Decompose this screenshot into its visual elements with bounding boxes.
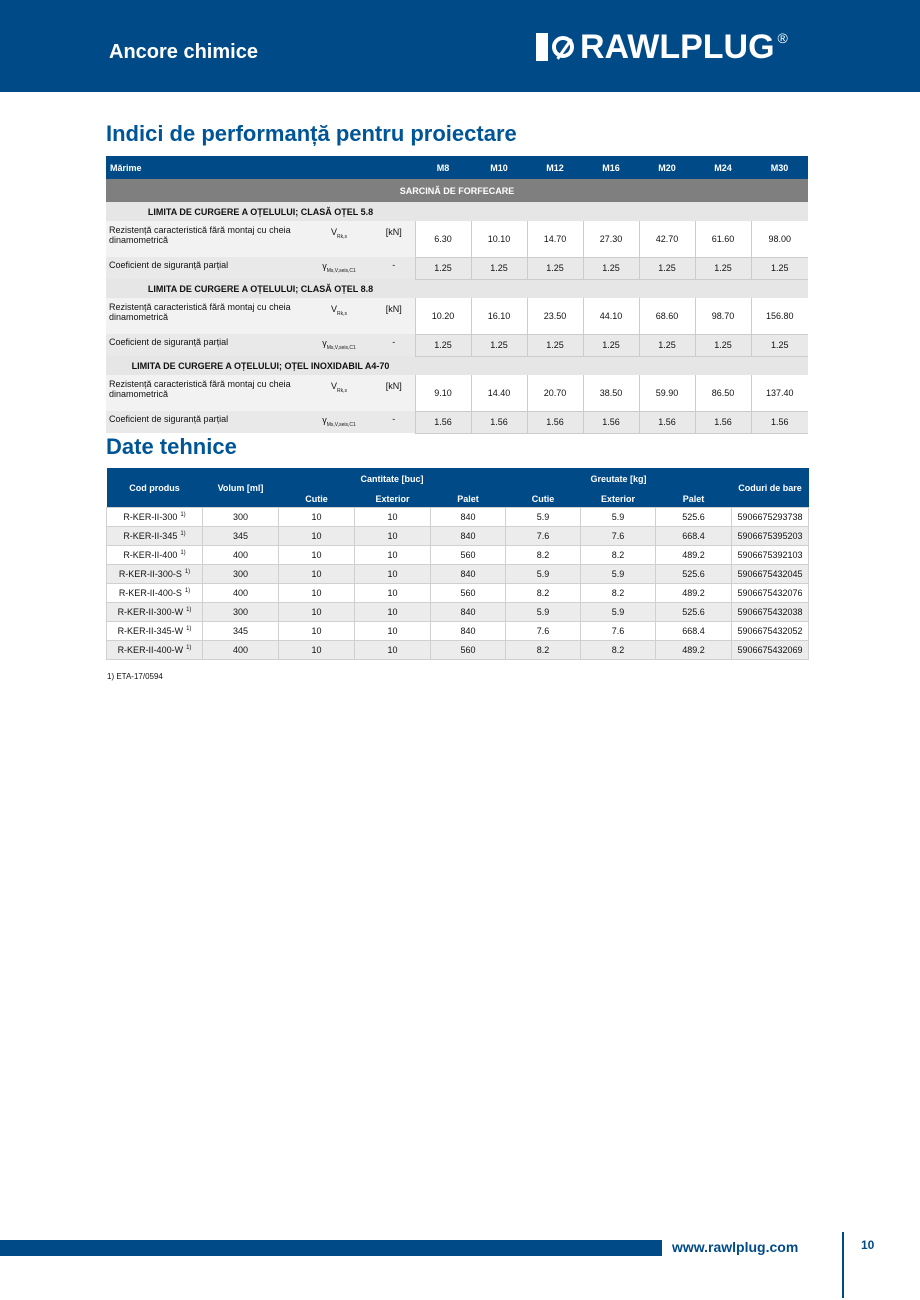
- coef-value: 1.25: [639, 334, 695, 356]
- coef-value: 1.25: [583, 257, 639, 279]
- size-header: M16: [583, 156, 639, 179]
- cell-value: 8.2: [611, 588, 625, 598]
- table-cell: [203, 565, 279, 584]
- cell-value: 5.9: [611, 607, 625, 617]
- coef-value: 1.25: [471, 257, 527, 279]
- cell-value: 5906675432045: [737, 569, 803, 579]
- table-cell: [732, 527, 809, 546]
- cell-value: 10: [311, 569, 322, 579]
- cell-value: 840: [460, 626, 476, 636]
- resistance-value: 59.90: [639, 375, 695, 411]
- table-cell: [355, 641, 431, 660]
- cell-value: 5906675432052: [737, 626, 803, 636]
- table-cell: [581, 622, 656, 641]
- cell-value: 345: [232, 626, 249, 636]
- safety-coef-row: [106, 334, 808, 356]
- resistance-value: 14.70: [527, 221, 583, 257]
- resistance-value: 9.10: [415, 375, 471, 411]
- cell-value: 560: [460, 588, 476, 598]
- table-cell: [506, 584, 581, 603]
- coef-value: 1.56: [695, 411, 751, 433]
- coef-value: 1.56: [583, 411, 639, 433]
- table-cell: [581, 565, 656, 584]
- cell-value: 8.2: [536, 550, 550, 560]
- table-cell: [431, 565, 506, 584]
- resistance-unit: [kN]: [373, 221, 415, 257]
- table-cell: [431, 641, 506, 660]
- coef-value: 1.25: [751, 257, 808, 279]
- table-cell: [732, 508, 809, 527]
- footnote-mark: 1): [184, 569, 191, 575]
- cell-value: R-KER-II-400-W: [117, 645, 184, 655]
- table-cell: [431, 546, 506, 565]
- table-cell: [355, 584, 431, 603]
- coef-value: 1.25: [695, 334, 751, 356]
- footnote-mark: 1): [186, 645, 192, 651]
- cell-value: 10: [387, 645, 398, 655]
- cell-value: 489.2: [682, 550, 705, 560]
- table-cell: [431, 603, 506, 622]
- resistance-value: 23.50: [527, 298, 583, 334]
- table-cell: [203, 641, 279, 660]
- table-cell: [656, 508, 732, 527]
- group-title-row: [106, 356, 808, 375]
- perf-heading: Indici de performanță pentru proiectare: [106, 121, 517, 146]
- cell-value: 668.4: [682, 531, 705, 541]
- table-cell: [203, 508, 279, 527]
- table-row: [107, 508, 809, 527]
- cell-value: R-KER-II-300-S: [118, 569, 182, 579]
- resistance-value: 61.60: [695, 221, 751, 257]
- logo-registered-mark: ®: [777, 30, 788, 46]
- symbol-letter: γ: [322, 338, 327, 348]
- cell-value: 5.9: [611, 512, 625, 522]
- tech-heading: Date tehnice: [106, 434, 237, 459]
- cell-value: 345: [232, 531, 249, 541]
- resistance-value: 10.10: [471, 221, 527, 257]
- load-type-title: SARCINĂ DE FORFECARE: [106, 179, 808, 202]
- table-cell: [506, 603, 581, 622]
- logo-slashed-circle-icon: [552, 36, 574, 58]
- header-title: Ancore chimice: [109, 41, 258, 63]
- cell-value: 5906675432076: [737, 588, 803, 598]
- resistance-value: 98.00: [751, 221, 808, 257]
- table-cell: [506, 622, 581, 641]
- table-cell: [279, 603, 355, 622]
- resistance-desc: Rezistență caracteristică fără montaj cu cheia dinamometrică: [106, 221, 305, 257]
- product-code-cell: [107, 622, 203, 641]
- table-cell: [506, 508, 581, 527]
- table-row: [107, 603, 809, 622]
- coef-value: 1.25: [751, 334, 808, 356]
- table-cell: [656, 584, 732, 603]
- cell-value: 10: [387, 512, 398, 522]
- coef-symbol: [305, 334, 373, 356]
- resistance-value: 137.40: [751, 375, 808, 411]
- cell-value: 5.9: [536, 512, 550, 522]
- coef-desc: Coeficient de siguranță parțial: [106, 334, 305, 356]
- table-cell: [732, 622, 809, 641]
- table-cell: [355, 622, 431, 641]
- cell-value: 10: [387, 531, 398, 541]
- cell-value: 10: [387, 588, 398, 598]
- table-row: [107, 527, 809, 546]
- resistance-value: 16.10: [471, 298, 527, 334]
- logo-bar-icon: [536, 33, 548, 61]
- symbol-letter: V: [330, 227, 337, 237]
- page-header: [0, 0, 920, 92]
- coef-symbol: [305, 411, 373, 433]
- cell-value: 10: [387, 607, 398, 617]
- cell-value: 10: [311, 588, 322, 598]
- table-cell: [203, 603, 279, 622]
- group-title: LIMITA DE CURGERE A OȚELULUI; CLASĂ OȚEL 8.8: [106, 279, 415, 298]
- subheader-qty-box: Cutie: [279, 490, 355, 508]
- resistance-symbol: [305, 375, 373, 411]
- cell-value: 560: [460, 550, 476, 560]
- table-cell: [656, 565, 732, 584]
- col-header-quantity: Cantitate [buc]: [279, 468, 506, 490]
- table-cell: [506, 641, 581, 660]
- group-title: LIMITA DE CURGERE A OȚELULUI; CLASĂ OȚEL 5.8: [106, 202, 415, 221]
- coef-value: 1.56: [471, 411, 527, 433]
- cell-value: 525.6: [682, 607, 705, 617]
- size-label: Mărime: [106, 156, 415, 179]
- table-cell: [355, 603, 431, 622]
- coef-desc: Coeficient de siguranță parțial: [106, 257, 305, 279]
- cell-value: 400: [232, 645, 249, 655]
- technical-data-table: [106, 468, 809, 660]
- cell-value: 5.9: [611, 569, 625, 579]
- coef-value: 1.25: [415, 334, 471, 356]
- cell-value: 10: [387, 569, 398, 579]
- table-row: [107, 565, 809, 584]
- cell-value: 400: [232, 550, 249, 560]
- coef-unit: -: [373, 257, 415, 279]
- table-row: [107, 584, 809, 603]
- resistance-value: 20.70: [527, 375, 583, 411]
- coef-value: 1.25: [527, 334, 583, 356]
- table-cell: [431, 508, 506, 527]
- resistance-symbol: [305, 298, 373, 334]
- cell-value: 5906675432069: [737, 645, 803, 655]
- resistance-symbol: [305, 221, 373, 257]
- cell-value: 560: [460, 645, 476, 655]
- cell-value: R-KER-II-345-W: [117, 626, 184, 636]
- cell-value: 8.2: [611, 550, 625, 560]
- cell-value: 10: [311, 626, 322, 636]
- resistance-unit: [kN]: [373, 375, 415, 411]
- symbol-subscript: Ms,V,seis,C1: [326, 344, 356, 351]
- coef-value: 1.25: [471, 334, 527, 356]
- table-cell: [279, 527, 355, 546]
- coef-value: 1.56: [751, 411, 808, 433]
- footer-url[interactable]: www.rawlplug.com: [672, 1239, 799, 1255]
- table-cell: [506, 565, 581, 584]
- resistance-desc: Rezistență caracteristică fără montaj cu cheia dinamometrică: [106, 375, 305, 411]
- table-cell: [203, 622, 279, 641]
- footnote-mark: 1): [186, 626, 192, 632]
- table-cell: [431, 527, 506, 546]
- symbol-letter: γ: [322, 261, 327, 271]
- coef-value: 1.25: [415, 257, 471, 279]
- col-header-weight: Greutate [kg]: [506, 468, 732, 490]
- product-code-cell: [107, 508, 203, 527]
- table-cell: [203, 527, 279, 546]
- table-cell: [203, 584, 279, 603]
- cell-value: 5906675432038: [737, 607, 803, 617]
- footer-divider: [842, 1232, 844, 1298]
- table-row: [107, 622, 809, 641]
- table-cell: [279, 565, 355, 584]
- group-title-row: [106, 279, 808, 298]
- cell-value: 10: [311, 512, 322, 522]
- size-header: M20: [639, 156, 695, 179]
- table-cell: [581, 641, 656, 660]
- coef-symbol: [305, 257, 373, 279]
- cell-value: 489.2: [682, 645, 705, 655]
- size-header: M24: [695, 156, 751, 179]
- symbol-subscript: Rk,s: [337, 233, 347, 240]
- cell-value: 10: [311, 645, 322, 655]
- symbol-subscript: Rk,s: [337, 310, 347, 317]
- table-cell: [581, 527, 656, 546]
- resistance-value: 10.20: [415, 298, 471, 334]
- symbol-subscript: Ms,V,seis,C1: [326, 267, 356, 274]
- table-row: [107, 641, 809, 660]
- cell-value: 300: [232, 569, 249, 579]
- table-cell: [355, 565, 431, 584]
- cell-value: R-KER-II-400: [123, 550, 178, 560]
- group-title-filler: [415, 356, 808, 375]
- table-cell: [279, 584, 355, 603]
- footnote-mark: 1): [180, 531, 186, 537]
- coef-unit: -: [373, 411, 415, 433]
- coef-unit: -: [373, 334, 415, 356]
- table-cell: [581, 584, 656, 603]
- symbol-letter: V: [330, 304, 337, 314]
- performance-table: [106, 156, 808, 434]
- cell-value: 7.6: [611, 531, 625, 541]
- table-cell: [656, 622, 732, 641]
- resistance-value: 156.80: [751, 298, 808, 334]
- size-header: M10: [471, 156, 527, 179]
- rawlplug-logo: [536, 30, 788, 64]
- group-title: LIMITA DE CURGERE A OȚELULUI; OȚEL INOXIDABIL A4-70: [106, 356, 415, 375]
- table-cell: [656, 641, 732, 660]
- coef-value: 1.25: [639, 257, 695, 279]
- safety-coef-row: [106, 257, 808, 279]
- cell-value: 840: [460, 531, 476, 541]
- cell-value: R-KER-II-300-W: [117, 607, 184, 617]
- footnote: 1) ETA-17/0594: [107, 672, 163, 681]
- cell-value: 5906675395203: [737, 531, 803, 541]
- table-cell: [355, 527, 431, 546]
- resistance-row: [106, 221, 808, 257]
- resistance-value: 86.50: [695, 375, 751, 411]
- resistance-unit: [kN]: [373, 298, 415, 334]
- cell-value: 8.2: [536, 588, 550, 598]
- resistance-value: 68.60: [639, 298, 695, 334]
- safety-coef-row: [106, 411, 808, 433]
- cell-value: R-KER-II-300: [123, 512, 178, 522]
- size-header: M30: [751, 156, 808, 179]
- table-cell: [431, 584, 506, 603]
- cell-value: 10: [311, 550, 322, 560]
- perf-header-row: [106, 156, 808, 179]
- cell-value: 8.2: [536, 645, 550, 655]
- cell-value: 10: [387, 550, 398, 560]
- footnote-mark: 1): [180, 512, 186, 518]
- coef-value: 1.25: [583, 334, 639, 356]
- footnote-mark: 1): [186, 607, 192, 613]
- resistance-value: 42.70: [639, 221, 695, 257]
- cell-value: 5.9: [536, 607, 550, 617]
- symbol-letter: V: [330, 381, 337, 391]
- footnote-mark: 1): [180, 550, 186, 556]
- resistance-row: [106, 298, 808, 334]
- table-cell: [656, 527, 732, 546]
- group-title-filler: [415, 279, 808, 298]
- cell-value: 10: [387, 626, 398, 636]
- col-header-barcode: Coduri de bare: [732, 468, 809, 508]
- subheader-weight-pallet: Palet: [656, 490, 732, 508]
- table-cell: [279, 508, 355, 527]
- cell-value: R-KER-II-345: [123, 531, 178, 541]
- table-cell: [732, 584, 809, 603]
- cell-value: 668.4: [682, 626, 705, 636]
- cell-value: 7.6: [611, 626, 625, 636]
- resistance-row: [106, 375, 808, 411]
- table-cell: [732, 603, 809, 622]
- table-cell: [506, 527, 581, 546]
- table-cell: [656, 546, 732, 565]
- cell-value: 8.2: [611, 645, 625, 655]
- table-cell: [431, 622, 506, 641]
- cell-value: 5906675392103: [737, 550, 803, 560]
- table-cell: [581, 603, 656, 622]
- page-number: 10: [861, 1238, 875, 1252]
- resistance-value: 44.10: [583, 298, 639, 334]
- coef-desc: Coeficient de siguranță parțial: [106, 411, 305, 433]
- table-cell: [279, 622, 355, 641]
- product-code-cell: [107, 527, 203, 546]
- cell-value: 5906675293738: [737, 512, 803, 522]
- cell-value: 400: [232, 588, 249, 598]
- col-header-volume: Volum [ml]: [203, 468, 279, 508]
- table-row: [107, 546, 809, 565]
- resistance-value: 38.50: [583, 375, 639, 411]
- resistance-value: 98.70: [695, 298, 751, 334]
- group-title-row: [106, 202, 808, 221]
- symbol-letter: γ: [322, 415, 327, 425]
- table-cell: [279, 546, 355, 565]
- footer-bar: [0, 1240, 662, 1256]
- cell-value: 10: [311, 607, 322, 617]
- cell-value: 840: [460, 607, 476, 617]
- table-cell: [355, 508, 431, 527]
- cell-value: 300: [232, 607, 249, 617]
- cell-value: 525.6: [682, 569, 705, 579]
- coef-value: 1.56: [527, 411, 583, 433]
- subheader-weight-box: Cutie: [506, 490, 581, 508]
- table-cell: [355, 546, 431, 565]
- resistance-value: 6.30: [415, 221, 471, 257]
- cell-value: 7.6: [536, 531, 550, 541]
- product-code-cell: [107, 584, 203, 603]
- resistance-desc: Rezistență caracteristică fără montaj cu cheia dinamometrică: [106, 298, 305, 334]
- coef-value: 1.56: [415, 411, 471, 433]
- table-cell: [279, 641, 355, 660]
- product-code-cell: [107, 641, 203, 660]
- resistance-value: 14.40: [471, 375, 527, 411]
- subheader-qty-outer: Exterior: [355, 490, 431, 508]
- cell-value: 5.9: [536, 569, 550, 579]
- coef-value: 1.56: [639, 411, 695, 433]
- symbol-subscript: Rk,s: [337, 387, 347, 394]
- product-code-cell: [107, 603, 203, 622]
- cell-value: 7.6: [536, 626, 550, 636]
- footnote-mark: 1): [184, 588, 191, 594]
- coef-value: 1.25: [695, 257, 751, 279]
- subheader-qty-pallet: Palet: [431, 490, 506, 508]
- table-cell: [581, 546, 656, 565]
- coef-value: 1.25: [527, 257, 583, 279]
- table-cell: [732, 641, 809, 660]
- cell-value: 489.2: [682, 588, 705, 598]
- product-code-cell: [107, 565, 203, 584]
- cell-value: 840: [460, 569, 476, 579]
- size-header: M8: [415, 156, 471, 179]
- table-cell: [732, 546, 809, 565]
- table-cell: [656, 603, 732, 622]
- cell-value: 840: [460, 512, 476, 522]
- subheader-weight-outer: Exterior: [581, 490, 656, 508]
- cell-value: R-KER-II-400-S: [118, 588, 182, 598]
- cell-value: 525.6: [682, 512, 705, 522]
- product-code-cell: [107, 546, 203, 565]
- table-cell: [581, 508, 656, 527]
- cell-value: 10: [311, 531, 322, 541]
- group-title-filler: [415, 202, 808, 221]
- cell-value: 300: [232, 512, 249, 522]
- table-cell: [203, 546, 279, 565]
- resistance-value: 27.30: [583, 221, 639, 257]
- table-cell: [732, 565, 809, 584]
- load-type-row: [106, 179, 808, 202]
- logo-text: RAWLPLUG: [580, 28, 775, 66]
- table-cell: [506, 546, 581, 565]
- symbol-subscript: Ms,V,seis,C1: [326, 421, 356, 428]
- col-header-code: Cod produs: [107, 468, 203, 508]
- size-header: M12: [527, 156, 583, 179]
